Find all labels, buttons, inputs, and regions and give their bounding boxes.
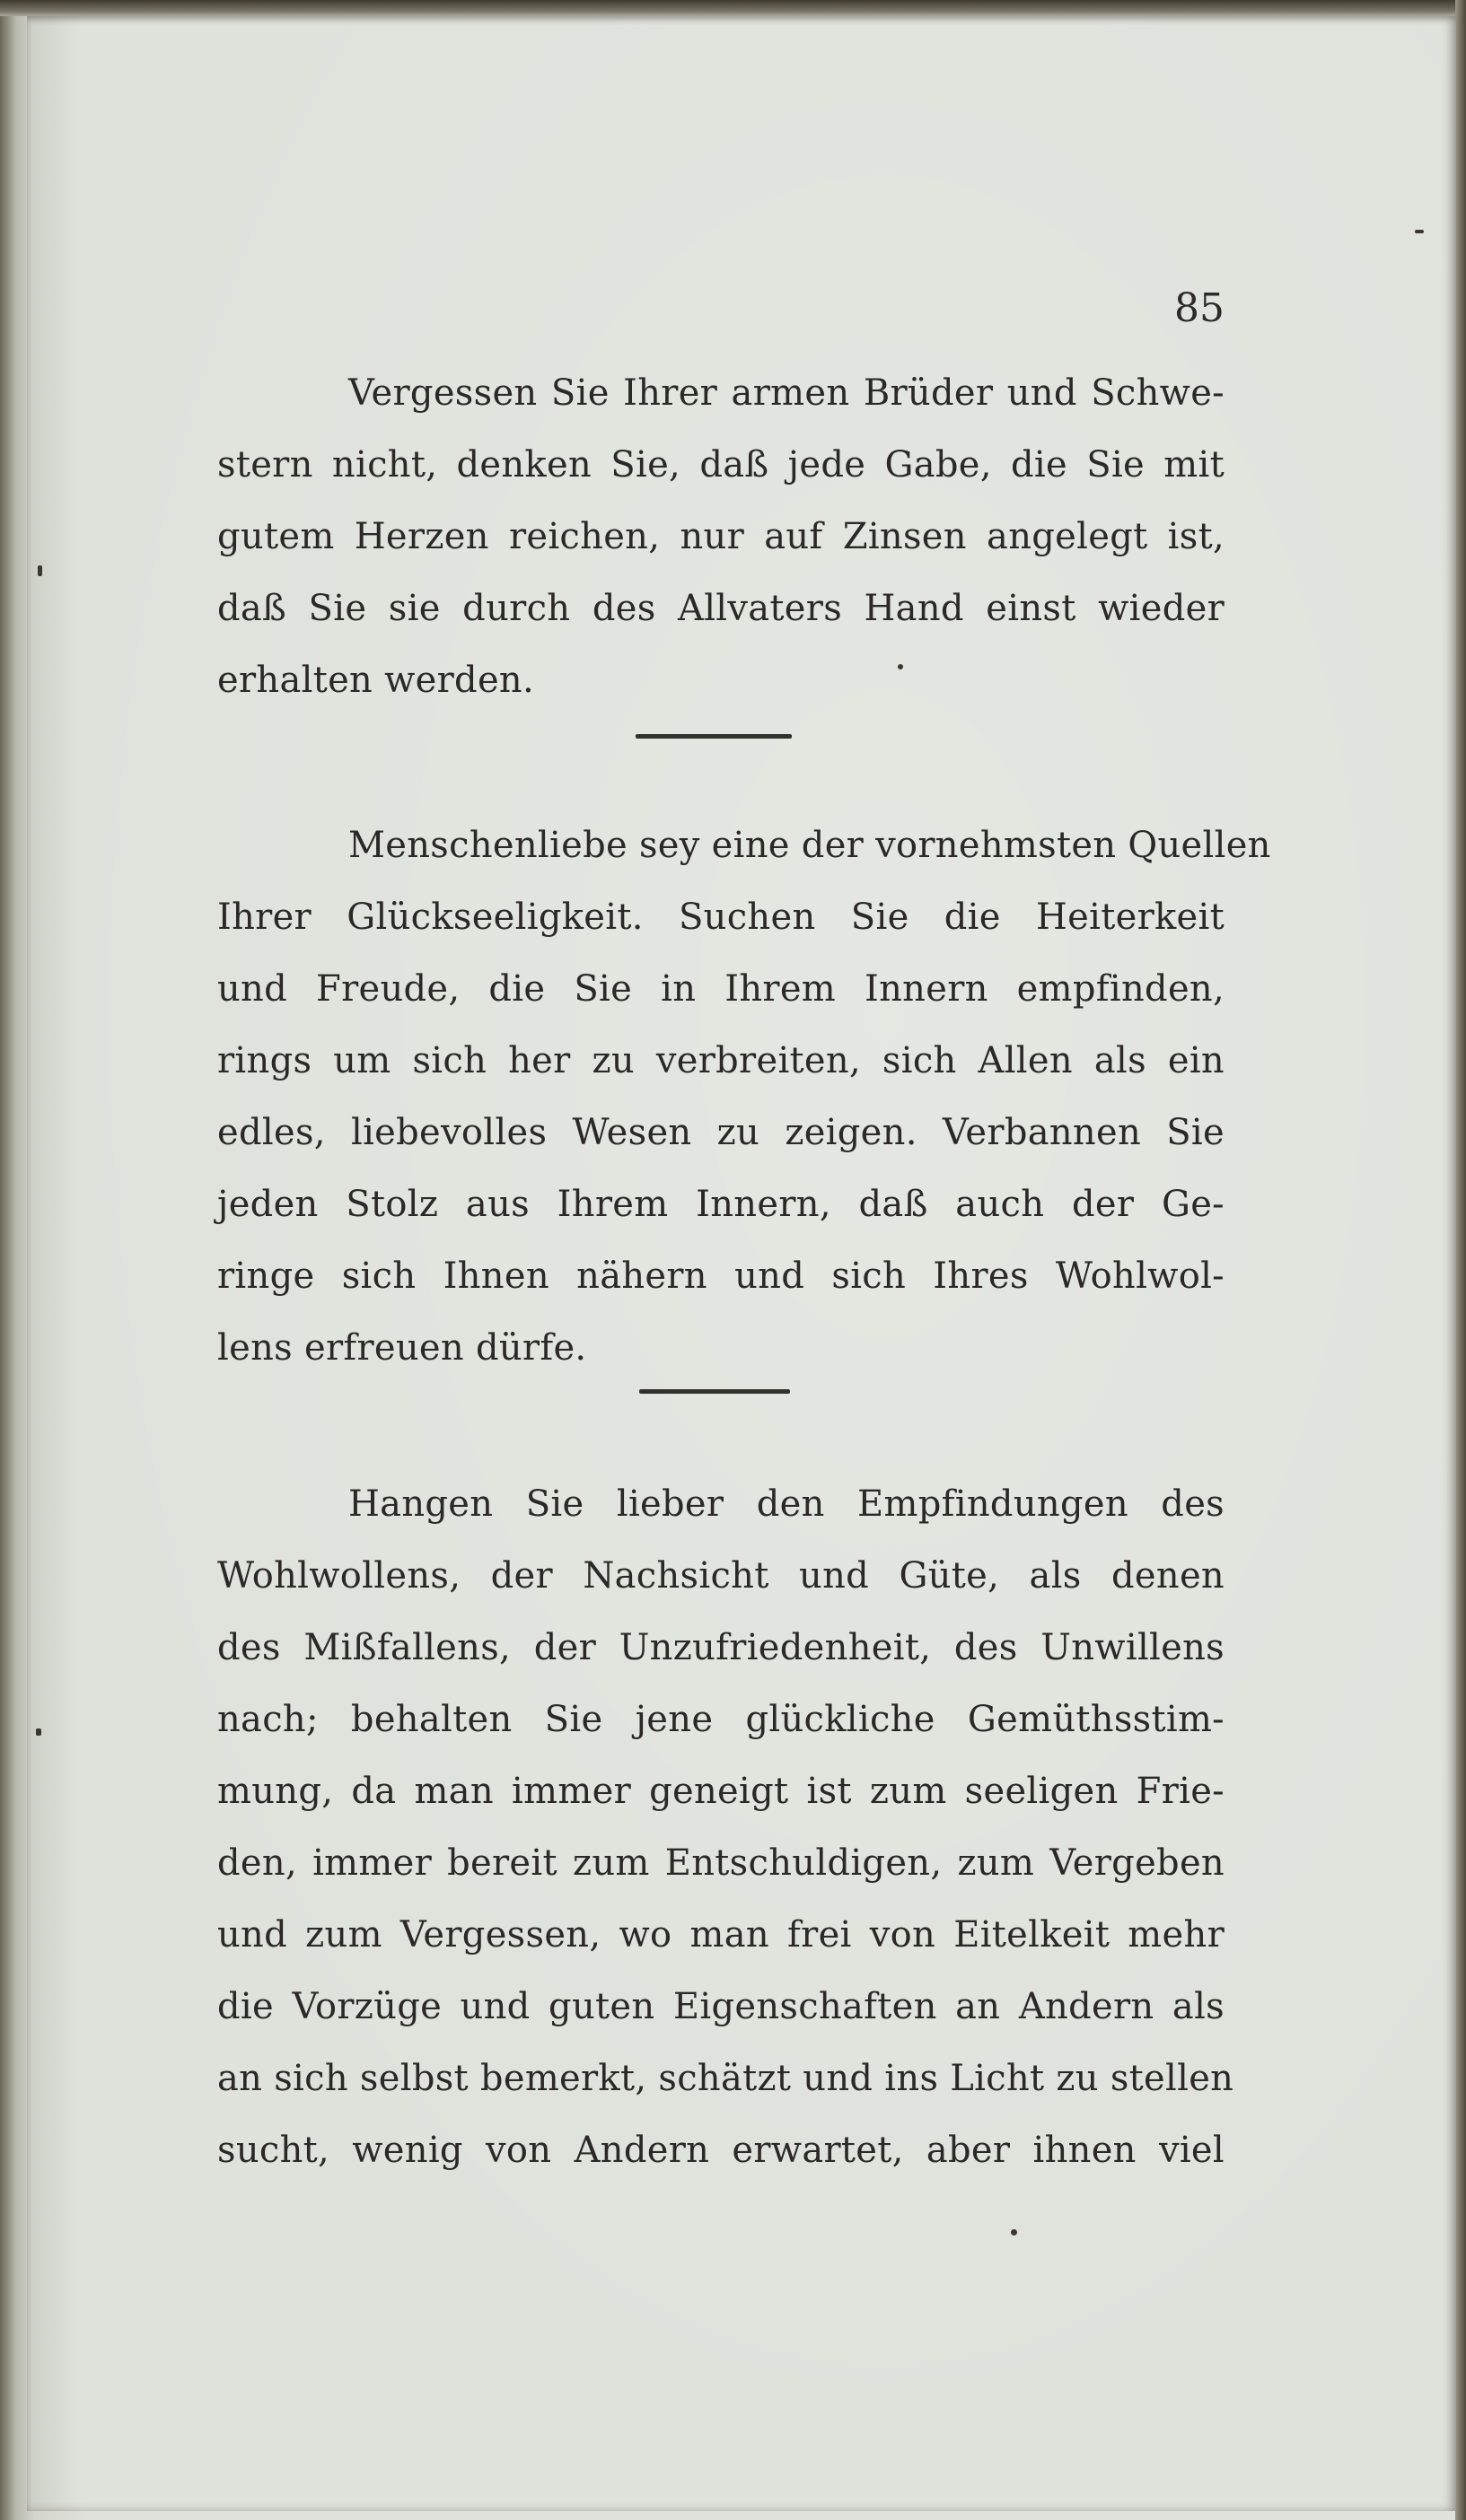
text-line: edles, liebevolles Wesen zu zeigen. Verbannen Sie <box>217 1112 1225 1153</box>
text-line: Hangen Sie lieber den Empfindungen des <box>348 1483 1225 1525</box>
text-line: an sich selbst bemerkt, schätzt und ins Licht zu stellen <box>217 2058 1234 2099</box>
text-line: und zum Vergessen, wo man frei von Eitelkeit mehr <box>217 1914 1225 1956</box>
text-line: rings um sich her zu verbreiten, sich Allen als ein <box>217 1040 1225 1081</box>
text-line: die Vorzüge und guten Eigenschaften an Andern als <box>217 1986 1225 2027</box>
text-line: stern nicht, denken Sie, daß jede Gabe, die Sie mit <box>217 444 1225 486</box>
paper-speck <box>38 565 42 576</box>
section-divider <box>636 734 792 739</box>
book-right-edge <box>1455 0 1466 2520</box>
text-line: erhalten werden. <box>217 660 535 701</box>
paragraph-2 <box>217 809 1271 1384</box>
paragraph-1 <box>217 357 1225 716</box>
section-divider <box>639 1389 790 1394</box>
text-line: des Mißfallens, der Unzufriedenheit, des Unwillens <box>217 1627 1225 1668</box>
text-line: Vergessen Sie Ihrer armen Brüder und Schwe- <box>348 372 1225 414</box>
text-line: Wohlwollens, der Nachsicht und Güte, als denen <box>217 1555 1225 1597</box>
text-line: und Freude, die Sie in Ihrem Innern empfinden, <box>217 968 1225 1010</box>
book-top-edge <box>0 0 1466 16</box>
text-line: den, immer bereit zum Entschuldigen, zum Vergeben <box>217 1842 1225 1884</box>
page-number: 85 <box>1174 285 1225 331</box>
paper-speck <box>1011 2229 1017 2236</box>
text-line: gutem Herzen reichen, nur auf Zinsen angelegt ist, <box>217 516 1225 557</box>
text-line: mung, da man immer geneigt ist zum seeligen Frie- <box>217 1771 1225 1812</box>
text-line: lens erfreuen dürfe. <box>217 1327 587 1369</box>
text-line: daß Sie sie durch des Allvaters Hand einst wieder <box>217 588 1225 629</box>
text-line: sucht, wenig von Andern erwartet, aber ihnen viel <box>217 2130 1225 2171</box>
paper-speck <box>898 664 903 669</box>
text-line: jeden Stolz aus Ihrem Innern, daß auch der Ge- <box>217 1184 1225 1225</box>
paragraph-3 <box>217 1468 1234 2186</box>
text-line: Ihrer Glückseeligkeit. Suchen Sie die Heiterkeit <box>217 897 1225 938</box>
text-line: nach; behalten Sie jene glückliche Gemüthsstim- <box>217 1699 1225 1740</box>
paper-speck <box>36 1728 41 1736</box>
paper-speck <box>1415 230 1424 233</box>
text-line: Menschenliebe sey eine der vornehmsten Quellen <box>348 825 1271 866</box>
text-line: ringe sich Ihnen nähern und sich Ihres Wohlwol- <box>217 1256 1225 1297</box>
